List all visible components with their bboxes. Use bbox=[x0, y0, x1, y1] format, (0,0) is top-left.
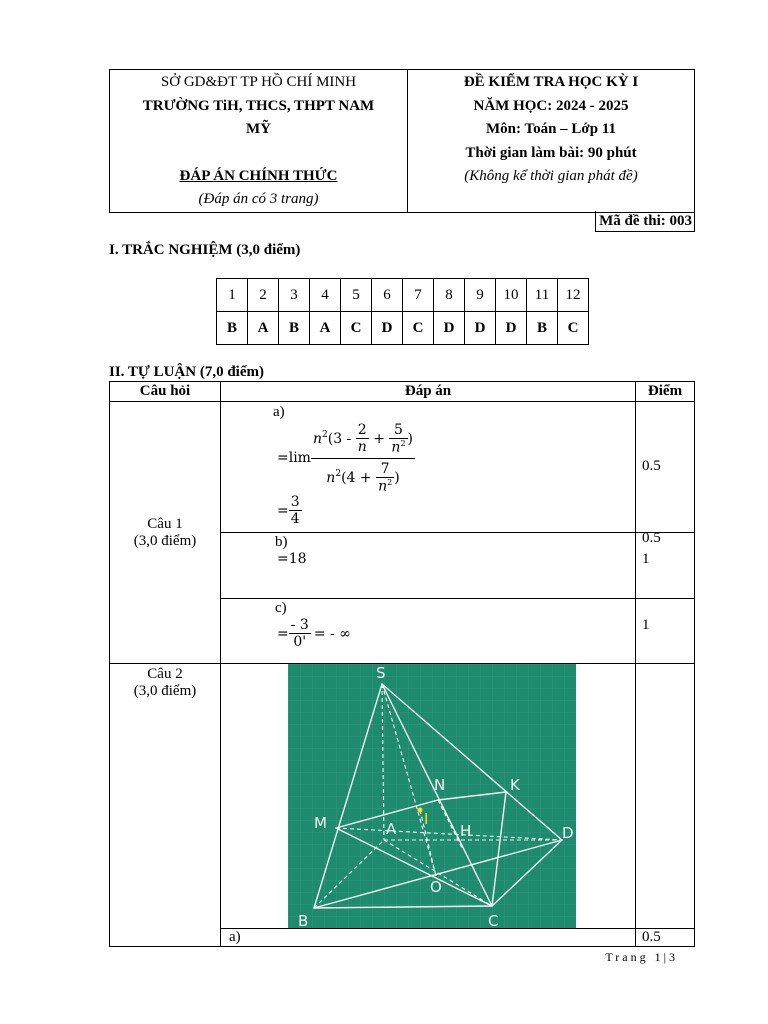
var-n: n bbox=[391, 439, 401, 456]
answer-key-cell: C bbox=[403, 312, 434, 345]
q1a-score-2: 0.5 bbox=[642, 530, 661, 546]
answer-key-cell: D bbox=[496, 312, 527, 345]
section2-title: II. TỰ LUẬN (7,0 điểm) bbox=[109, 364, 265, 380]
frac-minus3-0 bbox=[289, 617, 311, 650]
exp: 2 bbox=[400, 439, 406, 448]
q1a-denominator bbox=[311, 459, 415, 495]
den: 4 bbox=[290, 511, 300, 527]
answer-grid bbox=[216, 278, 589, 345]
answer-key-cell: B bbox=[527, 312, 558, 345]
equals: = bbox=[277, 625, 289, 642]
answer-key-row bbox=[217, 312, 589, 345]
label-N: N bbox=[434, 776, 446, 794]
label-K: K bbox=[510, 776, 520, 794]
col-header-question: Câu hỏi bbox=[110, 382, 221, 402]
department: SỞ GD&ĐT TP HỒ CHÍ MINH bbox=[160, 74, 357, 90]
num: 3 bbox=[290, 494, 300, 510]
exam-code: Mã đề thi: 003 bbox=[595, 211, 695, 232]
q1a-limit-expression bbox=[277, 422, 415, 494]
q1a-label: a) bbox=[273, 404, 285, 420]
col-header-answer: Đáp án bbox=[221, 382, 636, 402]
q1a-numerator bbox=[311, 422, 415, 459]
answer-key-cell: B bbox=[217, 312, 248, 345]
q1-points: (3,0 điểm) bbox=[133, 532, 197, 549]
q1c-answer bbox=[221, 599, 636, 664]
q1-cell bbox=[110, 402, 221, 664]
pyramid-figure bbox=[288, 664, 576, 928]
question-number-cell: 6 bbox=[372, 279, 403, 312]
var-n: n bbox=[312, 430, 322, 447]
minus-infinity: = - ∞ bbox=[313, 625, 351, 642]
q1c-score: 1 bbox=[642, 617, 650, 633]
section1-title: I. TRẮC NGHIỆM (3,0 điểm) bbox=[109, 242, 301, 258]
question-number-cell: 8 bbox=[434, 279, 465, 312]
paren: ) bbox=[407, 430, 414, 447]
label-I: I bbox=[424, 810, 429, 828]
question-number-cell: 7 bbox=[403, 279, 434, 312]
q1b-label: b) bbox=[275, 534, 288, 550]
var-n: n bbox=[326, 469, 336, 486]
answer-key-cell: C bbox=[341, 312, 372, 345]
plus: + bbox=[373, 430, 385, 447]
label-H: H bbox=[460, 822, 472, 840]
q2-figure-score-cell bbox=[636, 664, 695, 929]
den bbox=[389, 439, 407, 456]
label-D: D bbox=[562, 824, 574, 842]
question-number-cell: 1 bbox=[217, 279, 248, 312]
paren: (3 - bbox=[327, 430, 352, 447]
frac-7-n2 bbox=[376, 461, 394, 495]
page-count-note: (Đáp án có 3 trang) bbox=[198, 191, 319, 207]
q1a-main-fraction bbox=[311, 422, 415, 494]
label-S: S bbox=[376, 664, 386, 682]
question-number-cell: 3 bbox=[279, 279, 310, 312]
frac-3-4 bbox=[289, 494, 302, 527]
q2a-label: a) bbox=[221, 929, 636, 947]
num: 7 bbox=[376, 461, 394, 478]
answer-key-cell: A bbox=[310, 312, 341, 345]
exp: 2 bbox=[335, 468, 342, 479]
q1c-score-cell bbox=[636, 599, 695, 664]
exp: 2 bbox=[322, 430, 328, 441]
question-number-cell: 11 bbox=[527, 279, 558, 312]
label-B: B bbox=[298, 912, 309, 928]
q1a-score-cell bbox=[636, 402, 695, 546]
answer-key-cell: C bbox=[558, 312, 589, 345]
header-right bbox=[408, 70, 695, 213]
point-I-dot bbox=[418, 808, 423, 813]
q1b-score: 1 bbox=[642, 551, 650, 567]
question-number-cell: 5 bbox=[341, 279, 372, 312]
var-n: n bbox=[378, 478, 388, 495]
q2a-score: 0.5 bbox=[636, 929, 695, 947]
q1-label: Câu 1 bbox=[147, 515, 183, 532]
paren: (4 + bbox=[341, 469, 372, 486]
q1b-answer bbox=[221, 533, 636, 599]
header-left bbox=[110, 70, 408, 213]
page-footer: Trang 1|3 bbox=[605, 950, 678, 964]
answer-key-cell: B bbox=[279, 312, 310, 345]
exp: 2 bbox=[387, 477, 393, 487]
q1b-result: =18 bbox=[277, 551, 307, 567]
lim-symbol: =lim bbox=[277, 450, 311, 467]
label-C: C bbox=[488, 912, 499, 928]
label-M: M bbox=[314, 814, 327, 832]
school-name-cont: MỸ bbox=[246, 121, 271, 137]
question-number-cell: 10 bbox=[496, 279, 527, 312]
q2-cell bbox=[110, 664, 221, 947]
q2-points: (3,0 điểm) bbox=[133, 683, 197, 699]
question-number-row bbox=[217, 279, 589, 312]
frac-5-n2 bbox=[389, 422, 407, 456]
question-number-cell: 4 bbox=[310, 279, 341, 312]
q1a-score-1: 0.5 bbox=[642, 458, 661, 474]
num: - 3 bbox=[290, 617, 309, 633]
den: n bbox=[357, 439, 367, 456]
question-number-cell: 9 bbox=[465, 279, 496, 312]
school-year: NĂM HỌC: 2024 - 2025 bbox=[473, 97, 629, 114]
q1b-score-cell bbox=[636, 533, 695, 599]
question-number-cell: 2 bbox=[248, 279, 279, 312]
duration-note: (Không kể thời gian phát đề) bbox=[464, 168, 638, 184]
num: 5 bbox=[389, 422, 407, 439]
q2-label: Câu 2 bbox=[147, 666, 183, 682]
duration: Thời gian làm bài: 90 phút bbox=[465, 144, 637, 161]
subject: Môn: Toán – Lớp 11 bbox=[485, 121, 617, 137]
frac-2-n bbox=[356, 422, 369, 455]
exam-title: ĐỀ KIỂM TRA HỌC KỲ I bbox=[463, 74, 639, 90]
answer-key-cell: D bbox=[465, 312, 496, 345]
q1a-answer bbox=[221, 402, 636, 533]
q1c-label: c) bbox=[275, 600, 287, 616]
col-header-score: Điểm bbox=[636, 382, 695, 402]
answer-key-cell: D bbox=[434, 312, 465, 345]
answer-key-cell: A bbox=[248, 312, 279, 345]
equals: = bbox=[277, 502, 289, 519]
school-name: TRƯỜNG TiH, THCS, THPT NAM bbox=[142, 97, 375, 114]
header-table bbox=[109, 69, 695, 213]
den bbox=[376, 478, 394, 495]
question-number-cell: 12 bbox=[558, 279, 589, 312]
den: 0' bbox=[293, 634, 307, 650]
answer-key-cell: D bbox=[372, 312, 403, 345]
label-A: A bbox=[386, 820, 397, 838]
paren: ) bbox=[394, 469, 400, 486]
label-O: O bbox=[430, 878, 442, 896]
q1a-result bbox=[277, 494, 302, 527]
official-answer-title: ĐÁP ÁN CHÍNH THỨC bbox=[179, 167, 338, 184]
num: 2 bbox=[356, 422, 369, 439]
q1c-result bbox=[277, 617, 351, 650]
